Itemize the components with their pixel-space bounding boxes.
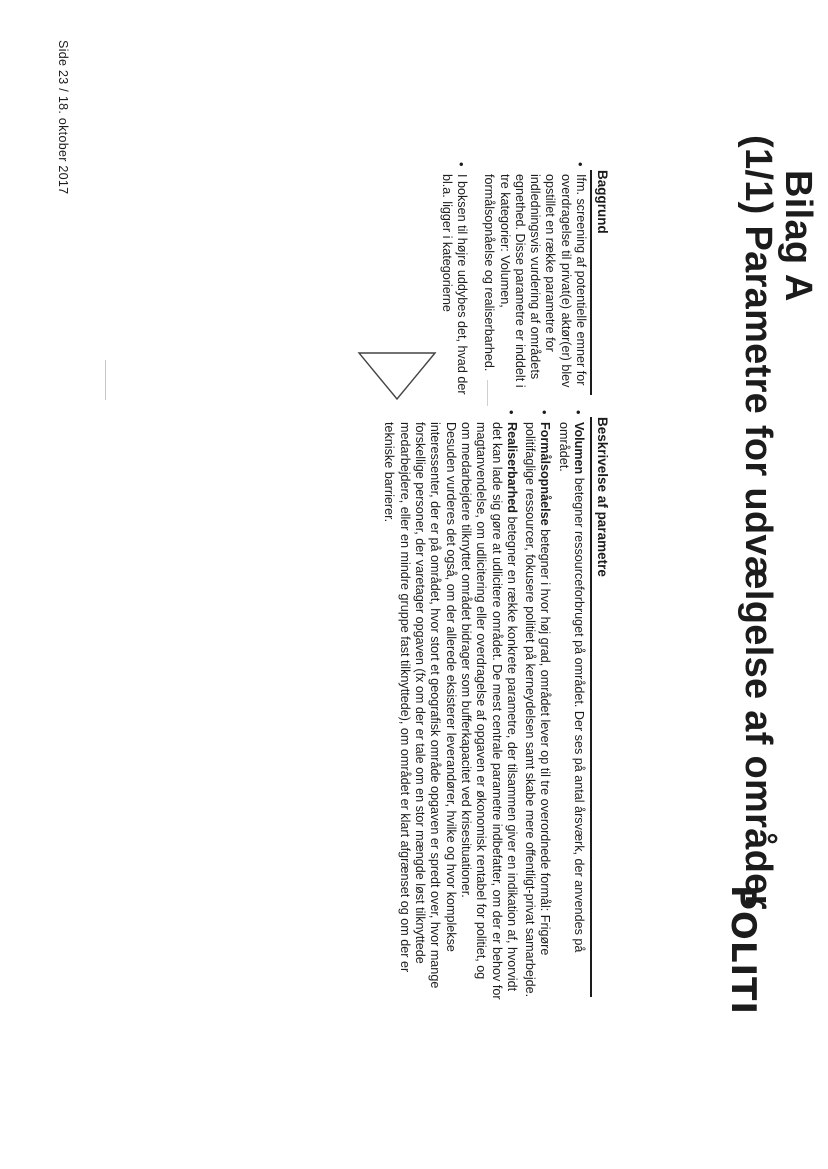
page-title: (1/1) Parametre for udvælgelse af områder	[737, 135, 779, 910]
parameter-text: betegner i hvor høj grad, området lever op til tre overordnede formål: Frigøre politifaglige ressourcer, fokusere politiet på kerneydelsen samt skabe mere offentligt-privat samarbejde.	[523, 422, 553, 998]
parameter-list	[378, 410, 586, 1000]
parameter-realiserbarhed	[381, 410, 519, 1000]
parameter-term: Formålsopnåelse	[538, 422, 553, 526]
parameter-text: betegner en række konkrete parametre, der tilsammen giver en indikation af, hvorvidt det kan lade sig gøre at udlicitere området. De mest centrale parametre indbefatter, om der er behov for magtanvendelse, om udlicitering eller overdragelse af opgaven er økonomisk rentabel for politiet, og om medarbejdere tilknyttet området bidrager som bufferkapacitet ved krisesituationer.	[458, 422, 519, 1000]
divider	[105, 360, 106, 400]
divider	[487, 380, 488, 406]
background-list	[426, 162, 588, 397]
parameter-volumen	[555, 410, 586, 1000]
background-bullet-1: • Ifm. screening af potentielle emner for overdragelse til privat(e) aktør(er) blev opstillet en række parametre for indledningsvis vurdering af områdets egnethed. Disse parametre er inddelt i tre kategorier: Volumen, formålsopnåelse og realiserbarhed.	[481, 162, 588, 397]
background-heading: Baggrund	[590, 170, 610, 395]
parameter-term: Realiserbarhed	[504, 422, 519, 513]
parameter-term: Volumen	[572, 422, 586, 475]
right-arrow-icon	[356, 350, 438, 402]
parameter-formaalsopnaaelse	[522, 410, 553, 1000]
description-heading: Beskrivelse af parametre	[590, 417, 610, 997]
appendix-label: Bilag A	[777, 170, 819, 302]
parameter-continuation: Desuden vurderes det også, om der allerede eksisterer leverandører, hvilke og hvor komplekse interessenter, der er på området, hvor stort et geografisk område opgaven er spredt over, hvor mange forskellige personer, der varetager opgaven (fx om der er tale om en stor mængde løst tilknyttede medarbejdere, eller en mindre gruppe fast tilknyttede), om området er klart afgrænset og om der er tekniske barrierer.	[382, 422, 458, 989]
parameter-text: betegner ressourceforbruget på området. Der ses på antal årsværk, der anvendes på området.	[556, 422, 586, 953]
politi-logo: POLITI	[723, 885, 763, 1015]
background-bullet-2: • I boksen til højre uddybes det, hvad der bl.a. ligger i kategorierne	[438, 162, 469, 397]
page-footer: Side 23 / 18. oktober 2017	[56, 40, 70, 195]
